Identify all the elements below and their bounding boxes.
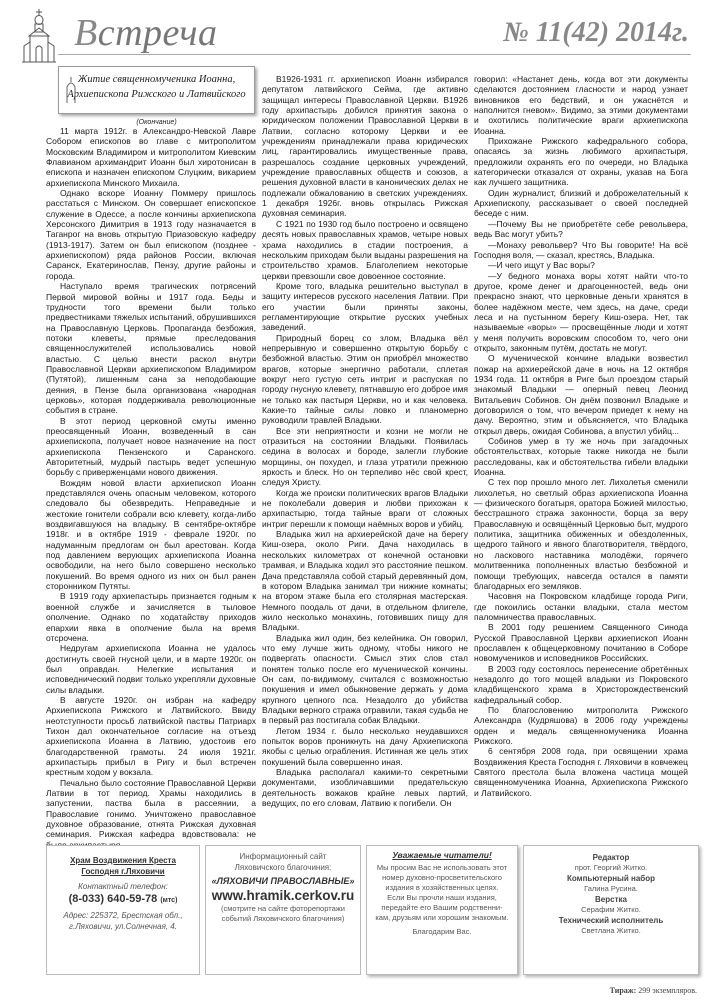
article-paragraph: Прихожане Рижского кафедрального собора, опасаясь за жизнь любимого архипастыря, предложили охранять его по очереди, но Владыка категорически отказался от охраны, указав на Бога как лучшего защитника. [474,136,688,188]
article-paragraph: В 2001 году решением Священного Синода Русской Православной Церкви архиепископ Иоанн прославлен к общецерковному почитанию в Соборе новомучеников и исповедников Российских. [474,622,688,664]
church-icon [18,8,60,64]
masthead-rule [58,54,691,55]
article-paragraph: О мученической кончине владыки возвестил пожар на архиерейской даче в ночь на 12 октября 1934 года. 11 октября в Риге был проездом старый знакомый Владыки — оперный певец Леонид Витальевич Собинов. Он днём позвонил Владыке и договорился о том, что вечером приедет к нему на дачу. Вероятно, этим и объясняется, что Владыка открыл дверь, ожидая Собинова, а впустил убийц... [474,353,688,436]
article-paragraph: Собинов умер в ту же ночь при загадочных обстоятельствах, которые также никогда не были расследованы, как и обстоятельства гибели владыки Иоанна. [474,436,688,478]
staff-person: Светлана Житко. [581,926,641,935]
ornament-icon [65,77,77,103]
article-paragraph: Печально было состояние Православной Церкви Латвии в тот период. Храмы находились в запустении, паства была в рассеянии, а Православие гонимо. Уничтожено православное духовное образование, отнята Рижская духовная семинария. Рижская кафедра вдовствовала: не [46,777,256,840]
masthead [10,8,697,68]
staff-role: Технический исполнитель [558,916,664,925]
article-paragraph: В 1919 году архиепастырь признается годным к военной службе и зачисляется в тыловое ополчение. Однако по ходатайству приходов епархии явка в ополчение была на время отсрочена. [46,591,256,643]
article-paragraph: В августе 1920г. он избран на кафедру Архиепископа Рижского и Латвийского. Ввиду неотступности просьб латвийской паствы Патриарх Тихон дал окончательное согласие на отъезд архиепископа Иоанна в Латвию, удостоив его благодарственной грамоты. 24 июля 1921г. архипастырь прибыл в Ригу и был встречен крестным ходом у вокзала. [46,694,256,778]
article-paragraph: Природный борец со злом, Владыка вёл непрерывную и совершенно открытую борьбу с безбожной властью. Этим он приобрёл множество врагов, которые энергично работали, сплетая вокруг него густую сеть интриг и распуская по городу гнусную клевету, пятнавшую его доброе имя не только как пастыря Церкви, но и как человека. Какие-то тайные силы ловко и планомерно руководили травлей Владыки. [262,332,468,426]
article-paragraph: Владыка располагал какими-то секретными документами, изобличавшими предательскую деятельность вожаков крайне левых партий, ведущих, по его словам, Латвию к погибели. Он [262,767,468,809]
staff-person: Серафим Житко. [581,905,641,914]
article-title-box [58,66,255,114]
readers-notice-line5: передайте его Вашим родственни- [381,903,503,912]
article-paragraph: 11 марта 1912г. в Александро-Невской Лавре Собором епископов во главе с митрополитом Московским Владимиром и митрополитом Киевским Флавианом архимандрит Иоанн был хиротонисан в епископа и назначен епископом Слуцким, викарием архиепископа Минского Михаила. [46,126,256,188]
staff-box [523,845,699,975]
article-paragraph: Однако вскоре Иоанну Поммеру пришлось расстаться с Минском. Он совершает епископское служение в Одессе, а после кончины архиепископа Херсонского Димитрия в 1913 году назначается в Таганрог на вновь открытую Приазовскую кафедру (1913-1917). Затем он был епископом (позднее - архиепископом) ряда районов России, включая Саранск, Екатеринослав, Пензу, другие районы и города. [46,188,256,281]
contacts-box [46,845,200,975]
article-column-1 [46,126,256,840]
article-paragraph: говорил: «Настанет день, когда вот эти документы сделаются достоянием гласности и народ узнает виновников его бедствий, и он ужаснётся и наполнится гневом». Видимо, за этими документами и охотились политические враги архиепископа Иоанна. [474,74,688,136]
article-paragraph: В1926-1931 гг. архиепископ Иоанн избирался депутатом латвийского Сейма, где активно защищал интересы Православной Церкви. В1926 году архипастырь добился принятия закона о юридическом положении Православной Церкви в Латвии, согласно которому Церкви и ее учреждениям принадлежали права юридических лиц, гарантировались имущественные права, разрешалось создание церковных учреждений, учреждение православных обществ и союзов, а решения духовной власти в канонических делах не подлежали обжалованию в светских учреждениях. 1 декабря 1926г. вновь открылась Рижская духовная семинария. [262,74,468,219]
article-paragraph: —У бедного монаха воры хотят найти что-то другое, кроме денег и драгоценностей, ведь они прекрасно знают, что церковные деньги хранятся в более надёжном месте, чем здесь, на даче, среди леса и на пустынном берегу Киш-озера. Нет, так называемые «воры» — просвещённые люди и хотят у меня получить воровским способом то, чего они открыто, законным путём, достать не могут. [474,270,688,353]
article-paragraph: С 1921 по 1930 год было построено и освящено десять новых православных храмов, четыре новых храма находились в стадии построения, а нескольким приходам были выданы разрешения на строительство храмов. Благолепием некоторые церкви превзошли свое довоенное состояние. [262,218,468,281]
phone-value: (8-033) 640-59-78 [68,893,158,905]
article-paragraph: Недругам архиепископа Иоанна не удалось достигнуть своей гнусной цели, и в марте 1920г. он был оправдан. Нелегкие испытания и исповеднический подвиг только укрепляли духовные силы владыки. [46,643,256,695]
article-paragraph: С тех пор прошло много лет. Лихолетья сменили лихолетья, но светлый образ архиепископа Иоанна — физического богатыря, оратора Божией милостью, бесстрашного стража законности, борца за веру Православную и освящённый Церковью быт, мудрого политика, защитника обиженных и обездоленных, щедрого тайного и явного благотворителя, твёрдого, но ласкового наставника молодёжи, горячего молитвенника пополненных властью безбожной и помощи требующих, навсегда остался в памяти благодарных его земляков. [474,477,688,591]
article-column-2 [262,74,468,832]
website-box [205,845,361,975]
article-paragraph: Один журналист, близкий и доброжелательный к Архиепископу, рассказывает о своей последней беседе с ним. [474,187,688,219]
readers-notice-header: Уважаемые читатели! [392,850,492,860]
staff-role: Верстка [595,895,627,904]
article-subtitle: (Окончание) [136,119,177,126]
article-paragraph: —И чего ищут у Вас воры? [488,260,595,271]
address-line1: Адрес: 225372, Брестская обл., [63,911,183,920]
staff-role: Редактор [592,853,630,862]
article-paragraph: —Почему Вы не приобретёте себе револьвера, ведь Вас могут убить? [474,218,688,240]
website-note-line2: событий Ляховичского благочиния) [221,914,345,923]
article-paragraph: В этот период церковной смуты именно преосвященный Иоанн, возведенный в сан архиепископа, получает новое назначение на пост архиепископа Пензенского и Саранского. Авторитетный, мудрый пастырь ведет успешную борьбу с приверженцами нового движения. [46,415,256,478]
phone-number [47,894,199,906]
phone-label: Контактный телефон: [78,882,168,891]
website-slogan: «ЛЯХОВИЧИ ПРАВОСЛАВНЫЕ» [211,876,355,886]
article-paragraph: Владыка жил на архиерейской даче на берегу Киш-озера, около Риги. Дача находилась в нескольких километрах от конечной остановки трамвая, и Владыка ходил это расстояние пешком. Дача представляла собой старый деревянный дом, в котором Владыка занимал три нижние комнаты; на втором этаже была его столярная мастерская. Немного поодаль от дачи, в отдельном флигеле, жило несколько монахинь, готовивших пищу для Владыки. [262,529,468,633]
readers-notice-line6: кам, друзьям или хорошим знакомым. [375,913,509,922]
article-paragraph: —Монаху револьвер? Что Вы говорите! На всё Господня воля, — сказал, крестясь, Владыка. [474,239,688,260]
address-line2: г.Ляховичи, ул.Солнечная, 4. [69,922,177,931]
print-run-label: Тираж: [609,986,637,995]
readers-notice-box [366,845,518,975]
article-paragraph: Владыка жил один, без келейника. Он говорил, что ему лучше жить одному, чтобы никого не подвергать опасности. Смысл этих слов стал понятен только после его мученической кончины. Он сам, по-видимому, считался с возможностью покушения и имел обыкновение держать у дома крупного цепного пса. Незадолго до убийства Владыки верного стража отравили, такая судьба не в первый раз постигала собак Владыки. [262,632,468,726]
readers-notice-sign: Благодарим Вас. [412,927,472,936]
website-header-line2: Ляховичского благочиния: [234,863,332,872]
website-header-line1: Информационный сайт [239,852,327,861]
phone-suffix: (мтс) [160,897,178,904]
article-paragraph: Все эти неприятности и козни не могли не отразиться на состоянии Владыки. Появилась седина в волосах и бороде, залегли глубокие морщины, он похудел, и глаза утратили прежнюю яркость и блеск. Но он терпеливо нёс свой крест, следуя Христу. [262,425,468,488]
article-paragraph: 6 сентября 2008 года, при освящении храма Воздвижения Креста Господня г. Ляховичи в ковчежец Святого престола была вложена частица мощей священномученика Иоанна, Архиепископа Рижского и Латвийского. [474,746,688,798]
article-paragraph: Кроме того, владыка решительно выступал в защиту интересов русского населения Латвии. При его участии были приняты законы, регламентирующие открытие русских учебных заведений. [262,280,468,333]
readers-notice-line2: номер духовно-просветительского [382,873,502,882]
website-note-line1: (смотрите на сайте фоторепортажи [221,904,345,913]
article-paragraph: Летом 1934 г. было несколько неудавшихся попыток воров проникнуть на дачу Архиепископа якобы с целью ограбления. Истинная же цель этих покушений была совершенно иная. [262,725,468,767]
article-title-line1: Житие священномученика Иоанна, [77,74,236,85]
article-paragraph: Вождям новой власти архиепископ Иоанн представлялся очень опасным человеком, которого следовало бы обезвредить. Неправедные и жестокие гонители собрали всю клевету, когда-либо воздвигавшуюся на владыку. В сентябре-октябре 1918г. и в октябре 1919 - феврале 1920г. по надуманным предлогам он был арестован. Когда под давлением верующих архиепископа Иоанна освободили, на него было совершено несколько покушений. Во время одного из них он был ранен сторонником Путяты. [46,477,256,592]
article-paragraph: Часовня на Покровском кладбище города Риги, где покоились останки владыки, стала местом паломничества православных. [474,591,688,622]
publication-title: Встреча [74,12,218,54]
issue-number: № 11(42) 2014г. [503,17,689,48]
staff-role: Компьютерный набор [566,874,656,883]
article-paragraph: Наступало время трагических потрясений Первой мировой войны и 1917 года. Беды и трудности того времени были только предвестниками тяжелых испытаний, обрушившихся на Православную Церковь. Пропаганда безбожия, потоки клеветы, прямые преследования священнослужителей использовались новой властью. С целью внести раскол внутри Православной Церкви архиепископом Владимиром (Путятой), лишенным сана за неподобающие деяния, в Пензе была организована «народная церковь», которая поддерживала революционные события в стране. [46,281,256,416]
readers-notice-line3: издания в хозяйственных целях. [385,883,499,892]
church-name-line2: Господня г.Ляховичи [81,867,165,876]
print-run [610,986,697,995]
readers-notice-line1: Мы просим Вас не использовать этот [376,863,508,872]
church-name-line1: Храм Воздвижения Креста [70,856,176,865]
article-paragraph: Когда же происки политических врагов Владыки не поколебали доверия и любви прихожан к архипастырю, тогда тайные враги от сложных интриг перешли к помощи наёмных воров и убийц. [262,487,468,529]
print-run-value: 299 экземпляров. [638,986,697,995]
staff-person: Галина Русина. [584,884,638,893]
staff-person: прот. Георгий Житко. [574,863,648,872]
article-paragraph: В 2003 году состоялось перенесение обретённых незадолго до того мощей владыки из Покровского кладбищенского храма в Христорождественский кафедральный собор. [474,663,688,705]
website-link[interactable]: www.hramik.cerkov.ru [211,888,355,903]
article-title-line2: Архиепископа Рижского и Латвийского [67,89,246,100]
article-paragraph: По благословению митрополита Рижского Александра (Кудряшова) в 2006 году учреждены орден и медаль священномученика Иоанна Рижского. [474,704,688,746]
article-column-3 [474,74,688,832]
readers-notice-line4: Если Вы прочли наши издания, [387,893,497,902]
